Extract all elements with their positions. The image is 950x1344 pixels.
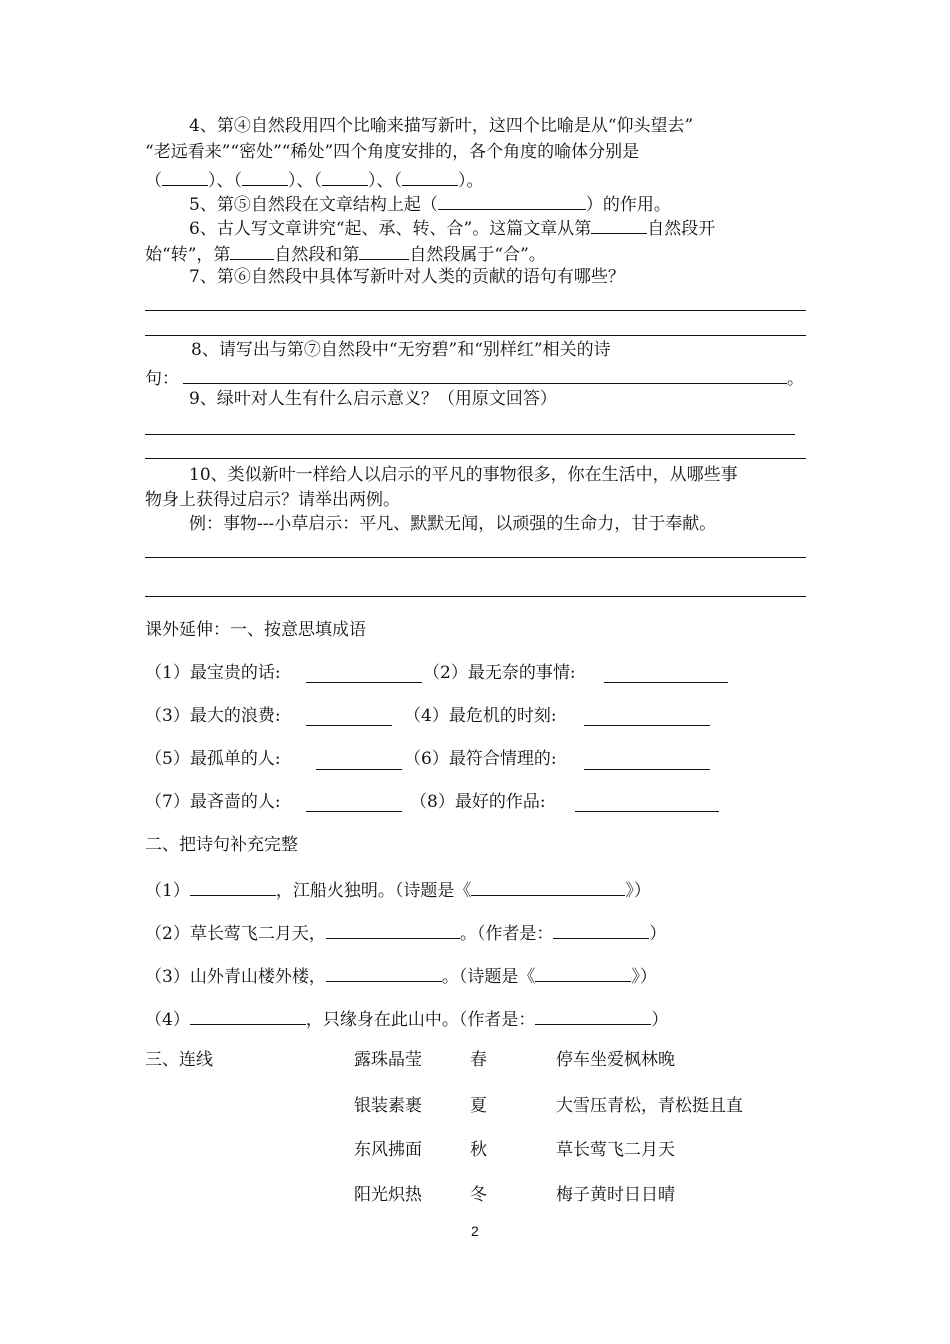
poem-1-suffix: 》） [625, 881, 651, 901]
idiom-1-blank[interactable] [306, 682, 422, 683]
q4-end: ）。 [458, 171, 484, 191]
match-left-3[interactable]: 东风拂面 [354, 1140, 422, 1160]
q4-blank-2[interactable] [242, 170, 288, 186]
matching-heading: 三、连线 [145, 1050, 213, 1070]
idiom-2-blank[interactable] [604, 682, 728, 683]
q6-line2 [145, 244, 546, 264]
q6-line1-pre: 6、古人写文章讲究“起、承、转、合”。这篇文章从第 [189, 219, 592, 239]
q10-example: 例：事物---小草启示：平凡、默默无闻，以顽强的生命力，甘于奉献。 [189, 514, 717, 534]
poem-2-middle: 。（作者是： [459, 924, 554, 944]
q8-line2-post: 。 [787, 369, 804, 389]
q10-answer-line-1[interactable] [145, 557, 806, 558]
poem-2-author-blank[interactable] [553, 923, 649, 939]
q6-line1-post: 自然段开 [647, 219, 716, 239]
idiom-2-label: （2）最无奈的事情: [423, 663, 576, 683]
poem-3-suffix: 》） [631, 967, 657, 987]
idiom-3-blank[interactable] [306, 725, 392, 726]
match-season-3[interactable]: 秋 [470, 1140, 487, 1160]
q5-post: ）的作用。 [585, 195, 671, 215]
idiom-8-blank[interactable] [575, 811, 719, 812]
q4-open: （ [145, 171, 162, 191]
q10-line2: 物身上获得过启示？请举出两例。 [145, 490, 400, 510]
match-season-2[interactable]: 夏 [470, 1096, 487, 1116]
q7: 7、第⑥自然段中具体写新叶对人类的贡献的语句有哪些？ [189, 267, 625, 287]
q8-blank[interactable] [183, 368, 787, 384]
q4-blank-3[interactable] [322, 170, 368, 186]
q6-line2-c: 自然段属于“合”。 [409, 245, 546, 265]
poem-2-prefix: （2）草长莺飞二月天， [145, 924, 326, 944]
idiom-5-blank[interactable] [316, 769, 402, 770]
q5-pre: 5、第⑤自然段在文章结构上起（ [189, 195, 438, 215]
q7-answer-line-1[interactable] [145, 310, 806, 311]
poem-2-suffix: ） [649, 924, 667, 944]
q6-line1 [189, 218, 715, 238]
idiom-7-label: （7）最吝啬的人: [145, 792, 281, 812]
q6-blank-2[interactable] [230, 244, 274, 260]
q6-line2-a: 始“转”，第 [145, 245, 231, 265]
page-number: 2 [471, 1223, 479, 1239]
q4-blank-4[interactable] [402, 170, 458, 186]
q6-blank-1[interactable] [591, 218, 647, 234]
idiom-5-label: （5）最孤单的人: [145, 749, 281, 769]
poem-4-middle: ，只缘身在此山中。（作者是： [305, 1010, 536, 1030]
poem-4 [145, 1009, 668, 1029]
poem-1 [145, 880, 651, 900]
match-season-4[interactable]: 冬 [470, 1185, 487, 1205]
match-left-1[interactable]: 露珠晶莹 [354, 1050, 422, 1070]
q7-answer-line-2[interactable] [145, 335, 806, 336]
poem-3-prefix: （3）山外青山楼外楼， [145, 967, 326, 987]
q4-sep-2: ）、（ [288, 171, 322, 191]
q5 [189, 194, 671, 214]
q4-line1: 4、第④自然段用四个比喻来描写新叶，这四个比喻是从“仰头望去” [189, 116, 694, 136]
q9: 9、绿叶对人生有什么启示意义？（用原文回答） [189, 389, 557, 409]
poem-4-blank[interactable] [190, 1009, 306, 1025]
q8-line2 [145, 368, 804, 388]
poem-1-middle: ，江船火独明。（诗题是《 [275, 881, 472, 901]
idiom-4-label: （4）最危机的时刻: [404, 706, 557, 726]
poem-4-suffix: ） [651, 1010, 669, 1030]
poem-1-title-blank[interactable] [471, 880, 625, 896]
poem-2 [145, 923, 666, 943]
q6-blank-3[interactable] [359, 244, 409, 260]
poem-3-blank[interactable] [326, 966, 442, 982]
q4-blanks [145, 170, 484, 190]
extension-heading: 课外延伸：一、按意思填成语 [145, 620, 366, 640]
q4-sep-3: ）、（ [368, 171, 402, 191]
match-left-2[interactable]: 银装素裹 [354, 1096, 422, 1116]
poem-1-prefix: （1） [145, 881, 190, 901]
match-right-3[interactable]: 草长莺飞二月天 [556, 1140, 675, 1160]
q9-answer-line-1[interactable] [145, 434, 795, 435]
q9-answer-line-2[interactable] [145, 458, 806, 459]
poem-3-title-blank[interactable] [535, 966, 631, 982]
idiom-8-label: （8）最好的作品: [410, 792, 546, 812]
idiom-7-blank[interactable] [306, 811, 402, 812]
q10-answer-line-2[interactable] [145, 596, 806, 597]
poem-2-blank[interactable] [326, 923, 460, 939]
q10-line1: 10、类似新叶一样给人以启示的平凡的事物很多，你在生活中，从哪些事 [189, 465, 738, 485]
q4-line2: “老远看来”“密处”“稀处”四个角度安排的，各个角度的喻体分别是 [145, 142, 640, 162]
q5-blank[interactable] [438, 194, 586, 210]
idiom-6-label: （6）最符合情理的: [404, 749, 557, 769]
poem-1-blank[interactable] [190, 880, 276, 896]
poem-4-prefix: （4） [145, 1010, 190, 1030]
poem-3 [145, 966, 657, 986]
poems-heading: 二、把诗句补充完整 [145, 835, 298, 855]
idiom-6-blank[interactable] [584, 769, 710, 770]
match-season-1[interactable]: 春 [470, 1050, 487, 1070]
idiom-3-label: （3）最大的浪费: [145, 706, 281, 726]
q4-sep-1: ）、（ [208, 171, 242, 191]
match-left-4[interactable]: 阳光炽热 [354, 1185, 422, 1205]
match-right-4[interactable]: 梅子黄时日日晴 [556, 1185, 675, 1205]
q6-line2-b: 自然段和第 [274, 245, 360, 265]
idiom-4-blank[interactable] [584, 725, 710, 726]
idiom-1-label: （1）最宝贵的话: [145, 663, 281, 683]
match-right-2[interactable]: 大雪压青松，青松挺且直 [556, 1096, 743, 1116]
poem-4-author-blank[interactable] [535, 1009, 651, 1025]
poem-3-middle: 。（诗题是《 [441, 967, 536, 987]
q8-line1: 8、请写出与第⑦自然段中“无穷碧”和“别样红”相关的诗 [191, 340, 611, 360]
match-right-1[interactable]: 停车坐爱枫林晚 [556, 1050, 675, 1070]
q8-line2-pre: 句： [145, 369, 179, 389]
q4-blank-1[interactable] [162, 170, 208, 186]
